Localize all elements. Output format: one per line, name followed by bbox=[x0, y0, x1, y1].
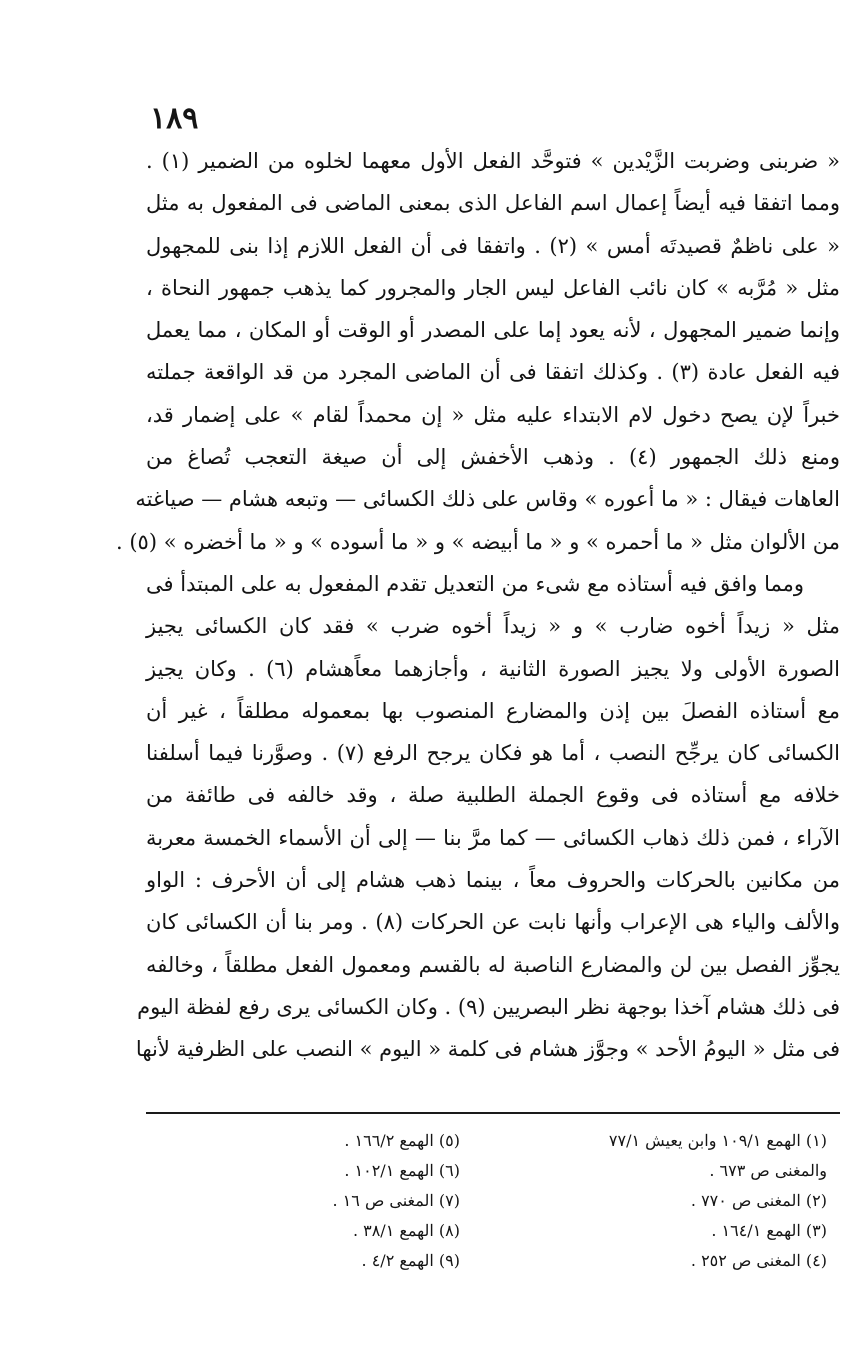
text-line: خبراً لإن يصح دخول لام الابتداء عليه مثل « إن محمداً لقام » على إضمار قد، bbox=[146, 402, 840, 427]
footnotes-right-column bbox=[507, 1126, 827, 1276]
text-line: والألف والياء هى الإعراب وأنها نابت عن الحركات (٨) . ومر بنا أن الكسائى كان bbox=[146, 910, 840, 935]
footnotes-left-column bbox=[290, 1126, 460, 1276]
text-line: « ضربنى وضربت الزَّيْدين » فتوحَّد الفعل الأول معهما لخلوه من الضمير (١) . bbox=[146, 149, 840, 173]
text-line: الصورة الأولى ولا يجيز الصورة الثانية ، وأجازهما معاًهشام (٦) . وكان يجيز bbox=[146, 656, 840, 681]
text-line: الآراء ، فمن ذلك ذهاب الكسائى — كما مرَّ بنا — إلى أن الأسماء الخمسة معربة bbox=[146, 825, 840, 850]
text-line: من مكانين بالحركات والحروف معاً ، بينما ذهب هشام إلى أن الأحرف : الواو bbox=[146, 868, 840, 893]
footnote: (١) الهمع ١٠٩/١ وابن يعيش ٧٧/١ bbox=[608, 1131, 827, 1150]
text-line: فى مثل « اليومُ الأحد » وجوَّز هشام فى كلمة « اليوم » النصب على الظرفية لأنها bbox=[135, 1037, 840, 1062]
footnote: (٥) الهمع ١٦٦/٢ . bbox=[344, 1131, 460, 1150]
footnote: (٨) الهمع ٣٨/١ . bbox=[352, 1221, 460, 1240]
text-line: مثل « زيداً أخوه ضارب » و « زيداً أخوه ضرب » فقد كان الكسائى يجيز bbox=[146, 614, 840, 639]
text-line: العاهات فيقال : « ما أعوره » وقاس على ذلك الكسائى — وتبعه هشام — صياغته bbox=[135, 487, 840, 512]
footnote: (٢) المغنى ص ٧٧٠ . bbox=[690, 1191, 827, 1210]
footnote-separator bbox=[146, 1112, 840, 1114]
text-line: وإنما ضمير المجهول ، لأنه يعود إما على المصدر أو الوقت أو المكان ، مما يعمل bbox=[146, 318, 840, 343]
text-line: ومما وافق فيه أستاذه مع شىء من التعديل تقدم المفعول به على المبتدأ فى bbox=[146, 571, 804, 596]
text-line: من الألوان مثل « ما أحمره » و « ما أبيضه » و « ما أسوده » و « ما أخضره » (٥) . bbox=[116, 529, 840, 554]
page-number: ١٨٩ bbox=[150, 101, 199, 136]
text-line: ومنع ذلك الجمهور (٤) . وذهب الأخفش إلى أن صيغة التعجب تُصاغ من bbox=[146, 445, 841, 470]
text-line: « على ناظمٌ قصيدتَه أمس » (٢) . واتفقا فى أن الفعل اللازم إذا بنى للمجهول bbox=[146, 233, 840, 258]
text-line: يجوِّز الفصل بين لن والمضارع الناصبة له بالقسم ومعمول الفعل مطلقاً ، وخالفه bbox=[146, 952, 840, 977]
body-text bbox=[116, 140, 841, 1071]
text-line: فيه الفعل عادة (٣) . وكذلك اتفقا فى أن الماضى المجرد من قد الواقعة جملته bbox=[146, 360, 840, 385]
text-line: الكسائى كان يرجِّح النصب ، أما هو فكان يرجح الرفع (٧) . وصوَّرنا فيما أسلفنا bbox=[146, 741, 840, 766]
text-line: مع أستاذه الفصلَ بين إذن والمضارع المنصوب بها بمعموله مطلقاً ، غير أن bbox=[146, 698, 840, 723]
footnote: (٣) الهمع ١٦٤/١ . bbox=[711, 1221, 827, 1240]
text-line: ومما اتفقا فيه أيضاً إعمال اسم الفاعل الذى بمعنى الماضى فى المفعول به مثل bbox=[146, 191, 840, 216]
footnote: (٦) الهمع ١٠٢/١ . bbox=[344, 1161, 460, 1180]
text-line: فى ذلك هشام آخذا بوجهة نظر البصريين (٩) . وكان الكسائى يرى رفع لفظة اليوم bbox=[137, 994, 840, 1019]
text-line: خلافه مع أستاذه فى وقوع الجملة الطلبية صلة ، وقد خالفه فى طائفة من bbox=[146, 783, 840, 808]
footnote: (٩) الهمع ٤/٢ . bbox=[361, 1251, 460, 1270]
footnote: والمغنى ص ٦٧٣ . bbox=[709, 1161, 827, 1180]
text-line: مثل « مُرَّبه » كان نائب الفاعل ليس الجار والمجرور كما يذهب جمهور النحاة ، bbox=[146, 275, 840, 300]
footnote: (٧) المغنى ص ١٦ . bbox=[332, 1191, 460, 1210]
footnote: (٤) المغنى ص ٢٥٢ . bbox=[690, 1251, 827, 1270]
